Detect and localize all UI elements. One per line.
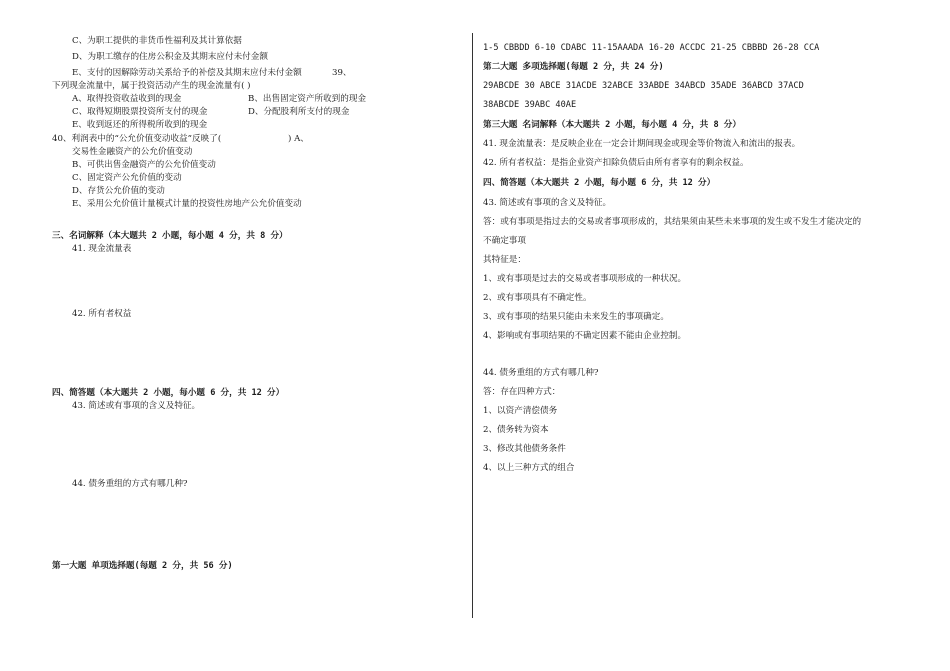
q44-answer-prompt: 44. 债务重组的方式有哪几种?: [483, 368, 599, 378]
q39-option-c: C、取得短期股票投资所支付的现金: [72, 107, 208, 117]
answer-42: 42. 所有者权益：是指企业资产扣除负债后由所有者享有的剩余权益。: [483, 158, 749, 168]
answer-44-line4: 3、修改其他债务条件: [483, 444, 566, 454]
q42-prompt: 42. 所有者权益: [72, 309, 132, 319]
answer-41: 41. 现金流量表：是反映企业在一定会计期间现金或现金等价物流入和流出的报表。: [483, 139, 801, 149]
q41-prompt: 41. 现金流量表: [72, 244, 132, 254]
q43-prompt: 43. 简述或有事项的含义及特征。: [72, 401, 201, 411]
q43-answer-prompt: 43. 简述或有事项的含义及特征。: [483, 198, 612, 208]
q39-option-d: D、分配股利所支付的现金: [248, 107, 350, 117]
q40-stem: 40、利润表中的“公允价值变动收益”反映了(: [52, 134, 222, 144]
q39-option-e: E、收到返还的所得税所收到的现金: [72, 120, 208, 130]
answer-44-line5: 4、以上三种方式的组合: [483, 463, 575, 473]
q44-prompt: 44. 债务重组的方式有哪几种?: [72, 479, 188, 489]
q39-option-a: A、取得投资收益收到的现金: [72, 94, 182, 104]
q40-option-d: D、存货公允价值的变动: [72, 186, 165, 196]
answer-44-line2: 1、以资产清偿债务: [483, 406, 558, 416]
section-2-title: 第二大题 多项选择题(每题 2 分，共 24 分): [483, 62, 664, 72]
answer-44-line3: 2、债务转为资本: [483, 425, 549, 435]
q39-stem: 下列现金流量中，属于投资活动产生的现金流量有( ): [52, 81, 251, 91]
column-divider: [472, 33, 473, 618]
answer-43-line5: 2、或有事项具有不确定性。: [483, 293, 592, 303]
answer-43-line7: 4、影响或有事项结果的不确定因素不能由企业控制。: [483, 331, 687, 341]
answer-43-line4: 1、或有事项是过去的交易或者事项形成的一种状况。: [483, 274, 687, 284]
q40-blank-end: ) A、: [288, 134, 309, 144]
answer-43-line6: 3、或有事项的结果只能由未来发生的事项确定。: [483, 312, 669, 322]
q38-option-d: D、为职工缴存的住房公积金及其期末应付未付金额: [72, 52, 268, 62]
q38-option-e: E、支付的因解除劳动关系给予的补偿及其期末应付未付金额: [72, 68, 302, 78]
q40-option-b: B、可供出售金融资产的公允价值变动: [72, 160, 216, 170]
q40-option-a: 交易性金融资产的公允价值变动: [72, 147, 193, 157]
q40-option-c: C、固定资产公允价值的变动: [72, 173, 182, 183]
section-3-answer-title: 第三大题 名词解释（本大题共 2 小题，每小题 4 分，共 8 分）: [483, 120, 741, 130]
section-4-title: 四、简答题（本大题共 2 小题，每小题 6 分，共 12 分）: [52, 388, 285, 398]
section-4-answer-title: 四、简答题（本大题共 2 小题，每小题 6 分，共 12 分）: [483, 178, 716, 188]
answers-multi-choice-line2: 38ABCDE 39ABC 40AE: [483, 100, 577, 110]
answers-single-choice: 1-5 CBBDD 6-10 CDABC 11-15AAADA 16-20 ACCDC 21-25 CBBBD 26-28 CCA: [483, 43, 820, 53]
answers-multi-choice-line1: 29ABCDE 30 ABCE 31ACDE 32ABCE 33ABDE 34ABCD 35ADE 36ABCD 37ACD: [483, 81, 804, 91]
q39-option-b: B、出售固定资产所收到的现金: [248, 94, 367, 104]
q38-option-c: C、为职工提供的非货币性福利及其计算依据: [72, 36, 242, 46]
section-3-title: 三、名词解释（本大题共 2 小题，每小题 4 分，共 8 分）: [52, 231, 288, 241]
section-1-title: 第一大题 单项选择题(每题 2 分，共 56 分): [52, 561, 233, 571]
q39-number: 39、: [332, 68, 352, 78]
answer-43-line3: 其特征是：: [483, 255, 526, 265]
answer-43-line1: 答：或有事项是指过去的交易或者事项形成的，其结果须由某些未来事项的发生或不发生才能决定的: [483, 217, 862, 227]
answer-44-line1: 答：存在四种方式：: [483, 387, 561, 397]
q40-option-e: E、采用公允价值计量模式计量的投资性房地产公允价值变动: [72, 199, 302, 209]
answer-43-line2: 不确定事项: [483, 236, 526, 246]
